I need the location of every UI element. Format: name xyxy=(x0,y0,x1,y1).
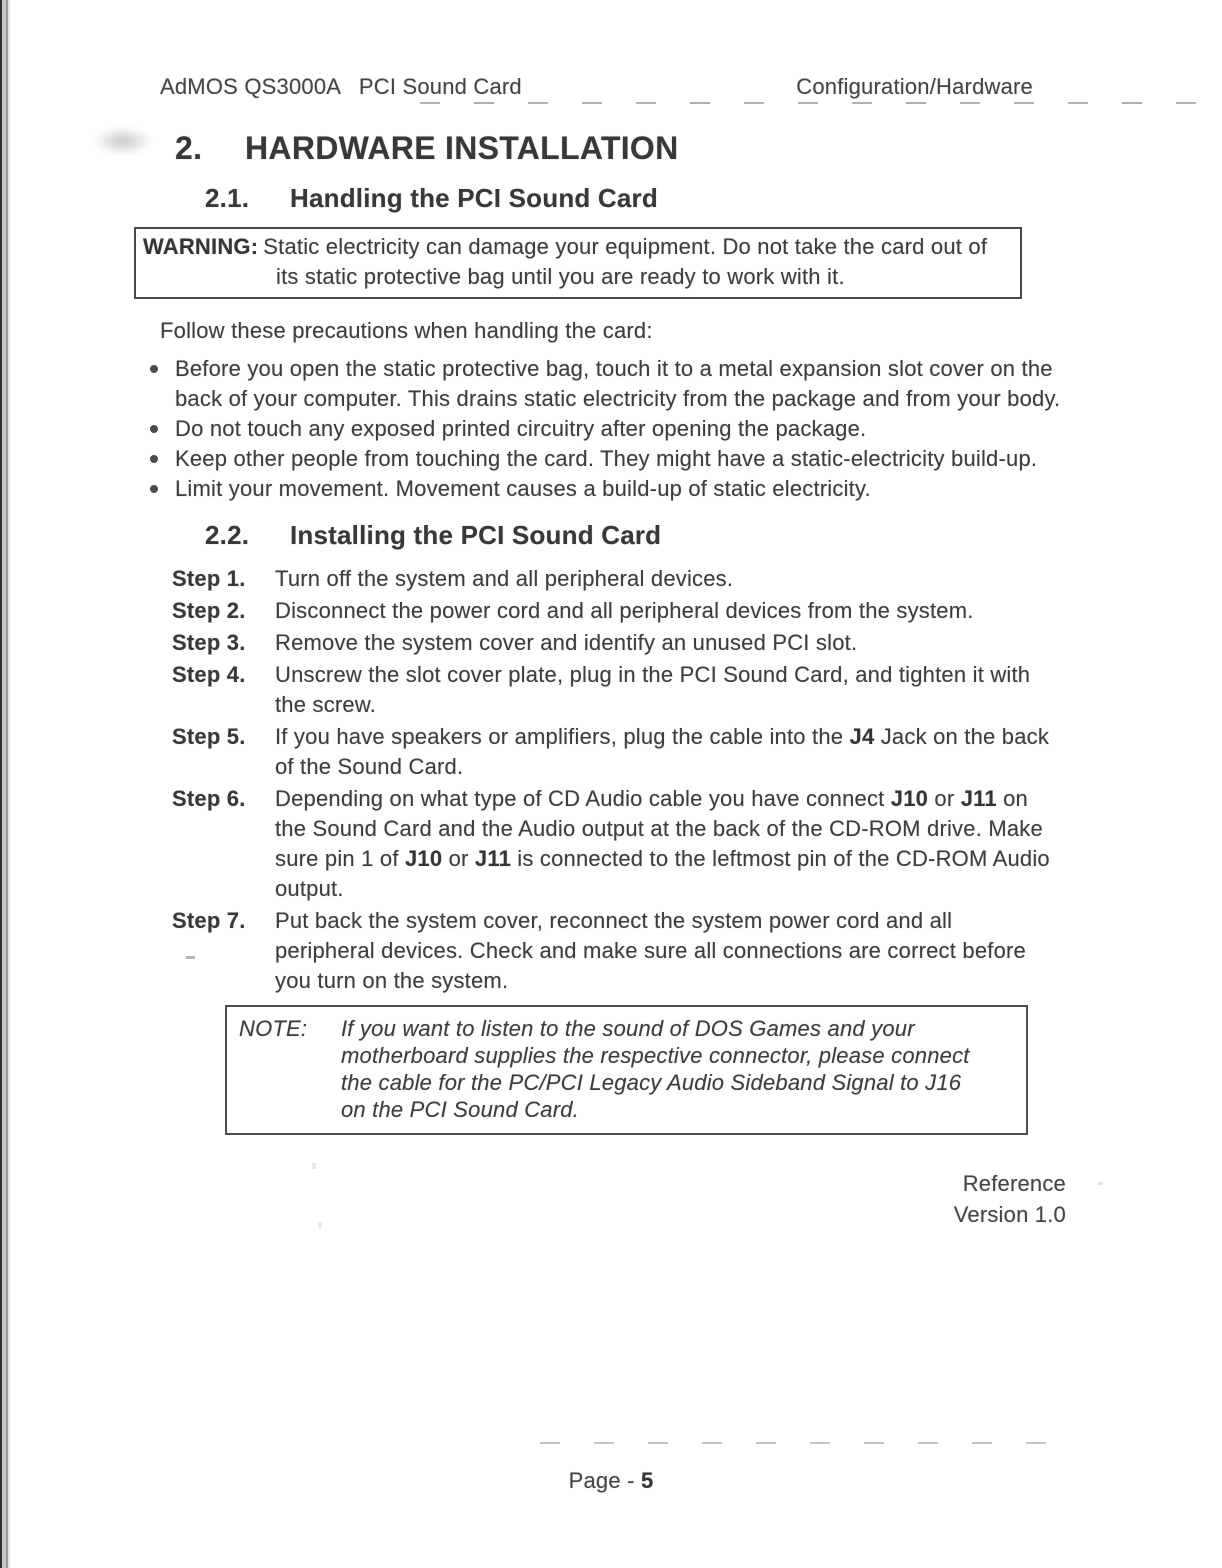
step-text: If you have speakers or amplifiers, plug the cable into the J4 Jack on the back of the Sound Card. xyxy=(275,724,1050,779)
scan-speck-artifact xyxy=(318,1222,322,1228)
step-label: Step 4. xyxy=(172,662,246,687)
bullet-icon xyxy=(150,455,158,463)
list-item xyxy=(148,414,1065,444)
section-installing-heading xyxy=(205,520,1065,551)
section-title: Handling the PCI Sound Card xyxy=(290,183,658,213)
step-text: Turn off the system and all peripheral devices. xyxy=(275,566,734,591)
section-title: HARDWARE INSTALLATION xyxy=(245,130,679,166)
section-title: Installing the PCI Sound Card xyxy=(290,520,662,550)
step-label: Step 3. xyxy=(172,630,246,655)
bullet-icon xyxy=(150,485,158,493)
reference-version-block xyxy=(954,1168,1066,1230)
warning-box xyxy=(134,227,1022,299)
section-number: 2.1. xyxy=(205,183,250,213)
step-row xyxy=(172,722,1065,782)
step-text: Disconnect the power cord and all peripheral devices from the system. xyxy=(275,598,974,623)
step-text: Put back the system cover, reconnect the system power cord and all peripheral devices. Check and make sure all connections are correct before you turn on the system. xyxy=(275,908,1026,993)
step-label: Step 1. xyxy=(172,566,246,591)
section-hardware-installation-heading xyxy=(175,130,1065,167)
step-text: Remove the system cover and identify an unused PCI slot. xyxy=(275,630,858,655)
step-text: Depending on what type of CD Audio cable you have connect J10 or J11 on the Sound Card and the Audio output at the back of the CD-ROM drive. Make sure pin 1 of J10 or J11 is connected to the leftmost pin of the CD-ROM Audio output. xyxy=(275,786,1050,901)
step-row xyxy=(172,564,1065,594)
page-number-prefix: Page - xyxy=(568,1468,641,1493)
precautions-list xyxy=(160,354,1065,504)
step-row xyxy=(172,596,1065,626)
step-row xyxy=(172,784,1065,904)
page-number-footer xyxy=(0,1468,1222,1494)
scan-speck-artifact xyxy=(1098,1182,1103,1185)
bullet-icon xyxy=(150,365,158,373)
note-box xyxy=(225,1005,1028,1135)
page-header xyxy=(160,74,1065,100)
precautions-intro: Follow these precautions when handling the card: xyxy=(160,318,653,343)
step-row xyxy=(172,628,1065,658)
page-number-value: 5 xyxy=(640,1468,654,1493)
step-label: Step 2. xyxy=(172,598,246,623)
list-item-text: Keep other people from touching the card. They might have a static-electricity build-up. xyxy=(175,446,1038,471)
warning-text xyxy=(143,232,1012,292)
step-label: Step 5. xyxy=(172,724,246,749)
footer-dashed-line-artifact xyxy=(540,1442,1060,1444)
reference-line: Reference xyxy=(962,1171,1066,1196)
list-item xyxy=(148,444,1065,474)
step-text: Unscrew the slot cover plate, plug in the PCI Sound Card, and tighten it with the screw. xyxy=(275,662,1031,717)
list-item xyxy=(148,474,1065,504)
list-item-text: Before you open the static protective bag, touch it to a metal expansion slot cover on the back of your computer. This drains static electricity from the package and from your body. xyxy=(175,356,1061,411)
step-label: Step 6. xyxy=(172,786,246,811)
list-item xyxy=(148,354,1065,414)
section-number: 2. xyxy=(175,130,203,166)
step-label: Step 7. xyxy=(172,908,246,933)
warning-body: Static electricity can damage your equipment. Do not take the card out of its static protective bag until you are ready to work with it. xyxy=(263,234,988,289)
warning-label: WARNING: xyxy=(143,234,259,259)
list-item-text: Do not touch any exposed printed circuitry after opening the package. xyxy=(175,416,867,441)
header-right-title: Configuration/Hardware xyxy=(796,74,1033,99)
section-handling-heading xyxy=(205,183,1065,214)
list-item-text: Limit your movement. Movement causes a build-up of static electricity. xyxy=(175,476,871,501)
note-text: If you want to listen to the sound of DOS Games and your motherboard supplies the respective connector, please connect the cable for the PC/PCI Legacy Audio Sideband Signal to J16 on the PCI Sound Card. xyxy=(341,1016,970,1122)
header-left-title: AdMOS QS3000A PCI Sound Card xyxy=(160,74,522,99)
bullet-icon xyxy=(150,425,158,433)
steps-list xyxy=(160,564,1065,996)
note-label: NOTE: xyxy=(239,1016,308,1041)
section-number: 2.2. xyxy=(205,520,250,550)
version-line: Version 1.0 xyxy=(953,1202,1066,1227)
step-row xyxy=(172,660,1065,720)
scan-speck-artifact xyxy=(312,1163,316,1169)
step-row xyxy=(172,906,1065,996)
